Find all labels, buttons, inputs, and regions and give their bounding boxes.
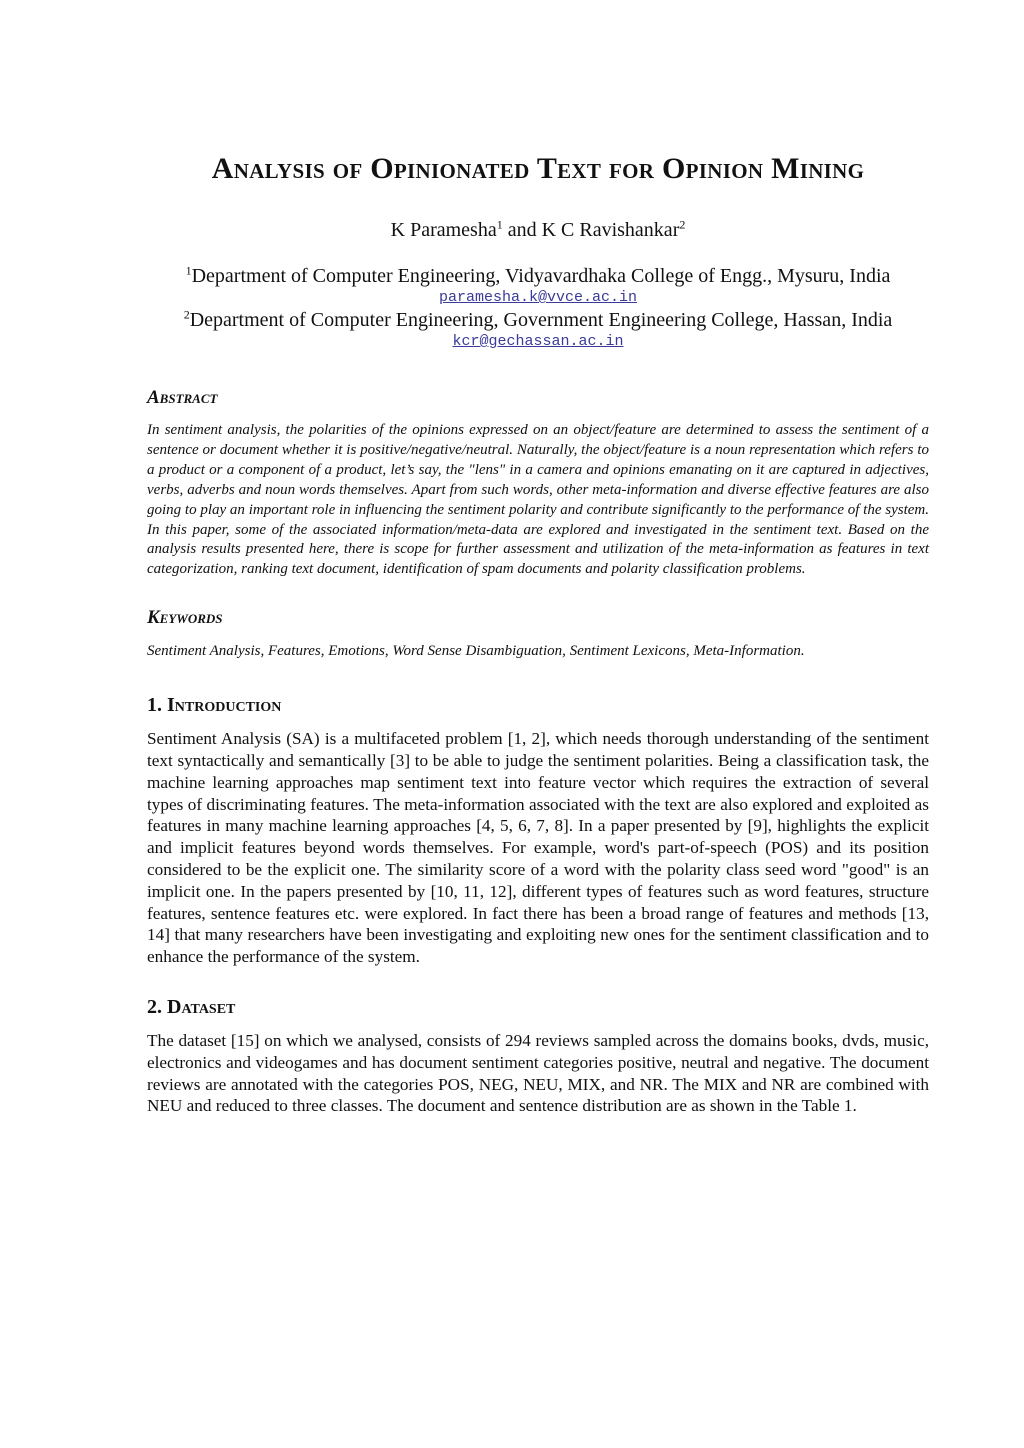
- affiliation-2-email-link[interactable]: kcr@gechassan.ac.in: [452, 333, 624, 350]
- paper-page: [147, 150, 929, 1117]
- author-2-sup: 2: [679, 217, 686, 232]
- dataset-text: The dataset [15] on which we analysed, consists of 294 reviews sampled across the domains books, dvds, music, electronics and videogames and has document sentiment categories positive, neutral and negative. The document reviews are annotated with the categories POS, NEG, NEU, MIX, and NR. The MIX and NR are combined with NEU and reduced to three classes. The document and sentence distribution are as shown in the Table 1.: [147, 1031, 929, 1116]
- abstract-text: In sentiment analysis, the polarities of the opinions expressed on an object/feature are determined to assess the sentiment of a sentence or document whether it is positive/negative/neutral. Naturally, the object/feature is a noun representation which refers to a product or a component of a product, let’s say, the "lens" in a camera and opinions emanating on it are captured in adjectives, verbs, adverbs and noun words themselves. Apart from such words, other meta-information and diverse effective features are also going to play an important role in influencing the sentiment polarity and contribute significantly to the performance of the system. In this paper, some of the associated information/meta-data are explored and investigated in the sentiment text. Based on the analysis results presented here, there is scope for further assessment and utilization of the meta-information as features in text categorization, ranking text document, identification of spam documents and polarity classification problems.: [147, 422, 929, 578]
- author-line: [147, 218, 929, 242]
- author-1-name: K Paramesha: [390, 219, 497, 241]
- affiliation-1-email-link[interactable]: paramesha.k@vvce.ac.in: [438, 289, 638, 306]
- affiliation-2: [147, 308, 929, 332]
- affiliation-2-text: Department of Computer Engineering, Government Engineering College, Hassan, India: [189, 309, 893, 331]
- paper-title: Analysis of Opinionated Text for Opinion Mining: [211, 152, 865, 185]
- author-2-name: K C Ravishankar: [541, 219, 680, 241]
- affiliation-1: [147, 264, 929, 288]
- keywords-text: Sentiment Analysis, Features, Emotions, Word Sense Disambiguation, Sentiment Lexicons, Meta-Information.: [147, 643, 805, 660]
- keywords-heading: Keywords: [147, 607, 223, 629]
- affiliation-2-sup: 2: [183, 307, 190, 322]
- author-1-sup: 1: [496, 217, 503, 232]
- abstract-heading: Abstract: [147, 387, 218, 408]
- affiliation-1-sup: 1: [185, 263, 192, 278]
- author-conjunction: and: [502, 219, 542, 241]
- dataset-heading: 2. Dataset: [147, 996, 236, 1019]
- affiliation-1-text: Department of Computer Engineering, Vidyavardhaka College of Engg., Mysuru, India: [191, 265, 891, 287]
- introduction-text: Sentiment Analysis (SA) is a multifaceted problem [1, 2], which needs thorough understanding of the sentiment text syntactically and semantically [3] to be able to judge the sentiment polarities. Being a classification task, the machine learning approaches map sentiment text into feature vector which requires the extraction of several types of discriminating features. The meta-information associated with the text are also explored and exploited as features in many machine learning approaches [4, 5, 6, 7, 8]. In a paper presented by [9], highlights the explicit and implicit features beyond words themselves. For example, word's part-of-speech (POS) and its position considered to be the explicit one. The similarity score of a word with the polarity class seed word "good" is an implicit one. In the papers presented by [10, 11, 12], different types of features such as word features, structure features, sentence features etc. were explored. In fact there has been a broad range of features and methods [13, 14] that many researchers have been investigating and exploiting new ones for the sentiment classification and to enhance the performance of the system.: [147, 729, 929, 967]
- introduction-heading: 1. Introduction: [147, 694, 282, 717]
